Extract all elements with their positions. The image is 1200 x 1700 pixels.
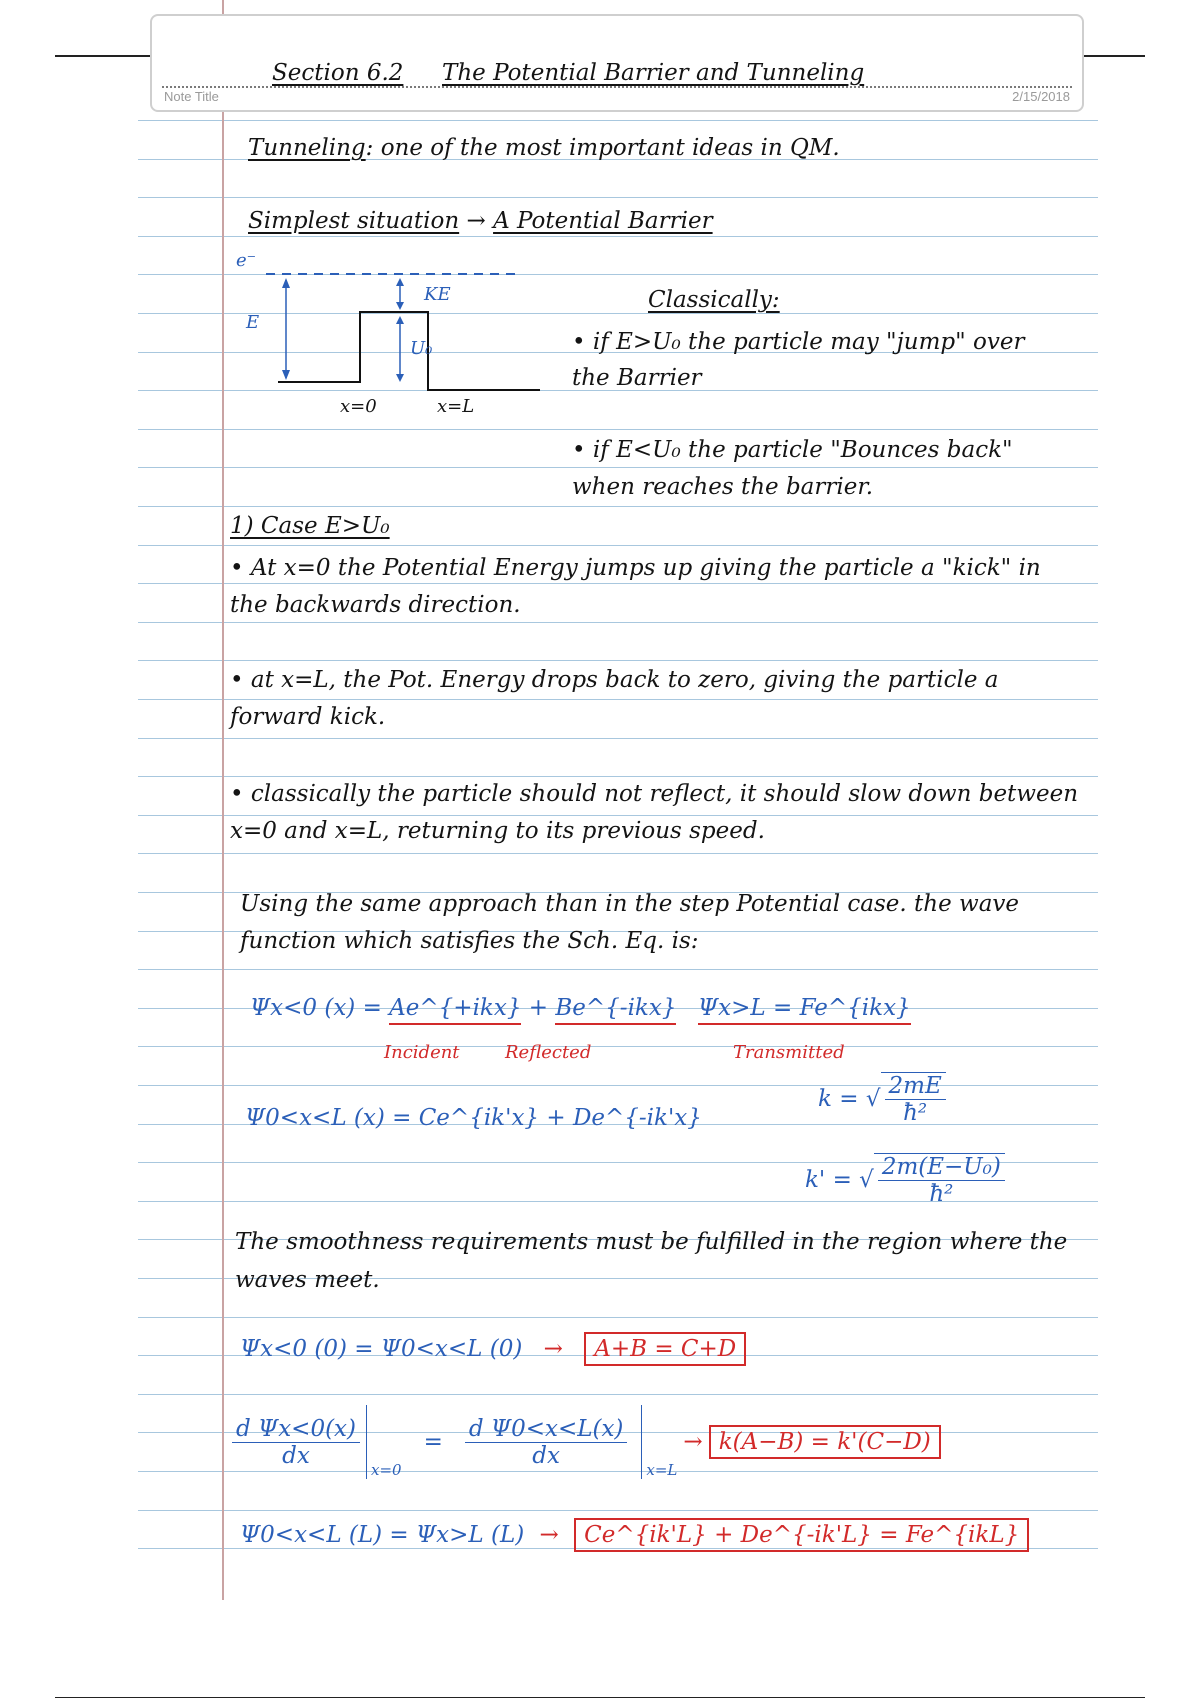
note-date: 2/15/2018 [1012, 89, 1070, 104]
condition-2-equals: = [423, 1429, 443, 1455]
condition-2-rhs: k(A−B) = k'(C−D) [709, 1425, 941, 1459]
ruled-line [138, 120, 1098, 121]
case1-bullet-3 [230, 776, 1080, 850]
classically-bullet-2-text: if E<U₀ the particle "Bounces back" when reaches the barrier. [572, 437, 1013, 500]
condition-2-mid-den: dx [532, 1442, 560, 1469]
condition-1 [240, 1336, 746, 1362]
case1-bullet-3-text: classically the particle should not reflect, it should slow down between x=0 and x=L, returning to its previous speed. [230, 781, 1079, 844]
ruled-line [138, 429, 1098, 430]
U0-label: U₀ [410, 338, 433, 359]
classically-bullet-1 [572, 324, 1032, 396]
condition-3 [240, 1522, 1029, 1548]
barrier-diagram [228, 250, 548, 420]
psi-middle-eq: Ψ0<x<L (x) = Ce^{ik'x} + De^{-ik'x} [245, 1105, 702, 1131]
psi-left-plus: + [521, 995, 556, 1021]
incident-label: Incident [384, 1042, 460, 1063]
section-number: Section 6.2 [272, 60, 404, 86]
transmitted-label: Transmitted [733, 1042, 845, 1063]
U0-arrowhead-down [396, 374, 404, 382]
ruled-line [138, 1510, 1098, 1511]
bullet-dot: • [572, 437, 593, 463]
simplest-result: A Potential Barrier [493, 208, 713, 234]
kprime-denominator: ħ² [929, 1181, 954, 1207]
psi-left-eq [250, 995, 676, 1021]
condition-2-left-derivative [232, 1416, 360, 1469]
condition-2-mid-derivative [465, 1416, 628, 1469]
potential-profile [278, 312, 540, 390]
xL-label: x=L [437, 396, 475, 417]
ruled-line [138, 738, 1098, 739]
k-lhs: k = [818, 1086, 859, 1112]
bullet-dot: • [230, 667, 251, 693]
case1-bullet-2-text: at x=L, the Pot. Energy drops back to zero, giving the particle a forward kick. [230, 667, 999, 730]
condition-2-left-num: d Ψx<0(x) [232, 1416, 360, 1443]
bottom-rule [55, 1697, 1145, 1698]
note-title-box [150, 14, 1084, 112]
simplest-label: Simplest situation [248, 208, 460, 234]
kprime-definition [805, 1153, 1005, 1207]
case1-bullet-2 [230, 662, 1070, 736]
kprime-sqrt: √ $\frac{\text{2m(E−U₀)}}{\text{ħ²}}$ [859, 1153, 1005, 1207]
title-dotted-line [162, 86, 1072, 88]
ruled-line [138, 1046, 1098, 1047]
intro-term: Tunneling [248, 135, 366, 161]
intro-text: : one of the most important ideas in QM. [365, 135, 840, 161]
bullet-dot: • [572, 329, 593, 355]
k-definition [818, 1072, 946, 1126]
simplest-line [248, 208, 713, 234]
k-denominator: ħ² [903, 1100, 928, 1126]
classically-heading: Classically: [648, 287, 780, 313]
condition-3-arrow: → [539, 1522, 559, 1548]
classically-bullet-2 [572, 432, 1082, 506]
condition-2-eval-x0: x=0 [366, 1405, 402, 1479]
ruled-line [138, 506, 1098, 507]
psi-left-incident-term: Ae^{+ikx} [389, 995, 521, 1025]
case1-bullet-1 [230, 550, 1070, 624]
condition-2-mid-num: d Ψ0<x<L(x) [465, 1416, 628, 1443]
ruled-line [138, 853, 1098, 854]
electron-label: e⁻ [236, 250, 257, 271]
condition-1-arrow: → [543, 1336, 563, 1362]
page-title: The Potential Barrier and Tunneling [442, 60, 865, 86]
ruled-line [138, 1394, 1098, 1395]
ruled-line [138, 236, 1098, 237]
classically-bullet-1-text: if E>U₀ the particle may "jump" over the Barrier [572, 329, 1025, 391]
E-arrowhead-down [282, 370, 290, 380]
ruled-line [138, 660, 1098, 661]
ruled-line [138, 545, 1098, 546]
bullet-dot: • [230, 781, 251, 807]
k-sqrt: √ $\frac{2mE}{\text{ħ²}}$ [866, 1072, 946, 1126]
x0-label: x=0 [340, 396, 377, 417]
bullet-dot: • [230, 555, 251, 581]
condition-1-rhs: A+B = C+D [584, 1332, 746, 1366]
psi-left-reflected-term: Be^{-ikx} [555, 995, 676, 1025]
E-label: E [246, 312, 260, 333]
simplest-arrow: → [466, 208, 486, 234]
KE-arrowhead-up [396, 278, 404, 286]
case1-heading: 1) Case E>U₀ [230, 513, 390, 539]
E-arrowhead-up [282, 278, 290, 288]
condition-3-rhs: Ce^{ik'L} + De^{-ik'L} = Fe^{ikL} [574, 1518, 1029, 1552]
smoothness-paragraph: The smoothness requirements must be fulfilled in the region where the waves meet. [235, 1229, 1068, 1293]
ruled-line [138, 1317, 1098, 1318]
margin-line [222, 0, 224, 1600]
note-title-label: Note Title [164, 89, 219, 104]
U0-arrowhead-up [396, 316, 404, 324]
k-numerator: 2mE [885, 1073, 946, 1100]
ruled-line [138, 197, 1098, 198]
condition-3-lhs: Ψ0<x<L (L) = Ψx>L (L) [240, 1522, 525, 1548]
case1-bullet-1-text: At x=0 the Potential Energy jumps up giving the particle a "kick" in the backwards direction. [230, 555, 1041, 618]
condition-2-arrow: → [683, 1429, 703, 1455]
condition-2-eval-xL: x=L [641, 1405, 677, 1479]
condition-1-lhs: Ψx<0 (0) = Ψ0<x<L (0) [240, 1336, 523, 1362]
ruled-line [138, 1085, 1098, 1086]
psi-right-eq [698, 995, 911, 1021]
intro-line [248, 135, 840, 161]
reflected-label: Reflected [505, 1042, 592, 1063]
approach-paragraph: Using the same approach than in the step Potential case. the wave function which satisfies the Sch. Eq. is: [240, 891, 1020, 954]
kprime-lhs: k' = [805, 1167, 852, 1193]
ruled-line [138, 969, 1098, 970]
kprime-numerator: 2m(E−U₀) [878, 1154, 1005, 1181]
psi-left-lhs: Ψx<0 (x) = [250, 995, 390, 1021]
KE-arrowhead-down [396, 302, 404, 310]
psi-right-text: Ψx>L = Fe^{ikx} [698, 995, 911, 1025]
condition-2-left-den: dx [282, 1442, 310, 1469]
condition-2 [232, 1405, 941, 1479]
KE-label: KE [424, 284, 451, 305]
